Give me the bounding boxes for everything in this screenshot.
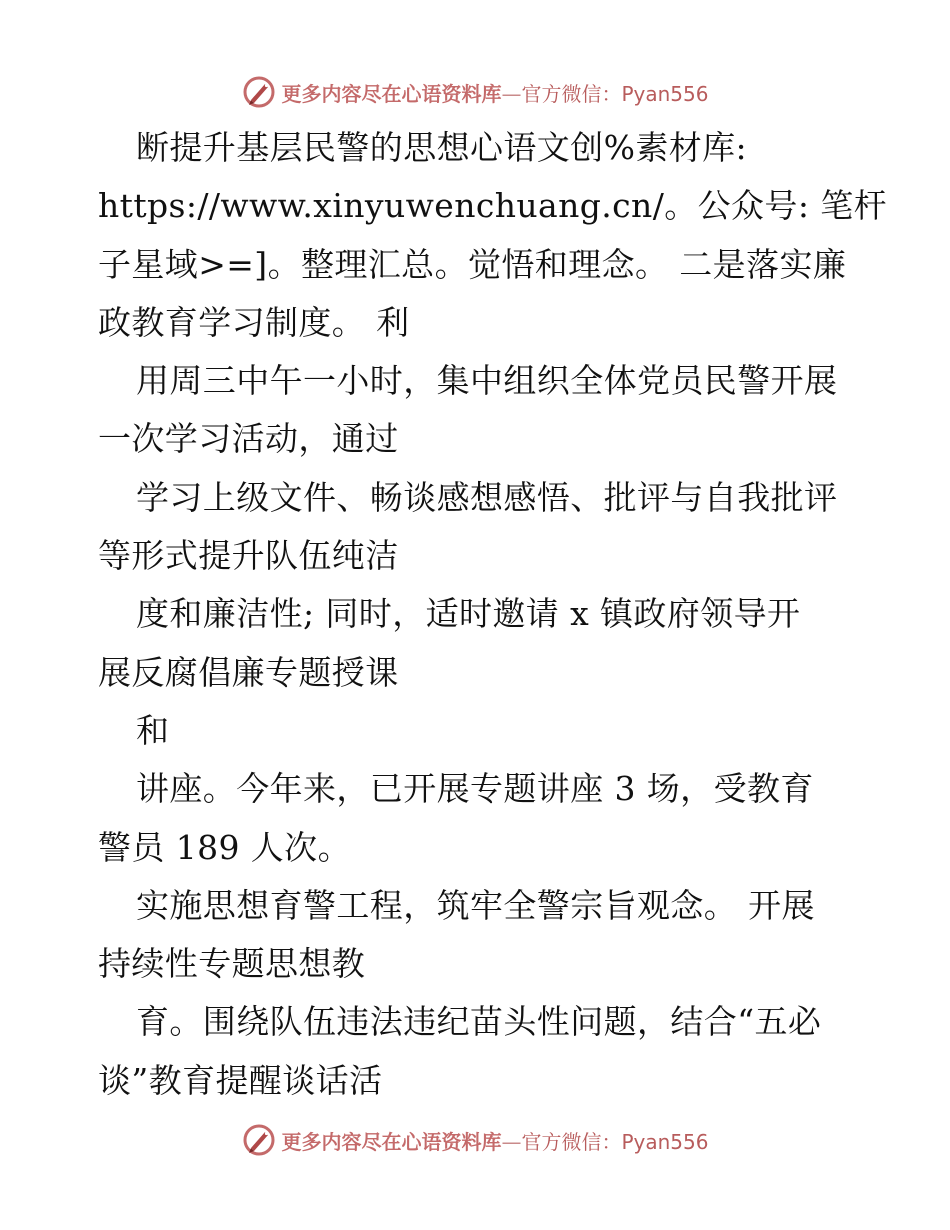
paragraph-line: 警员 189 人次。 xyxy=(98,827,351,867)
paragraph-line: 度和廉洁性; 同时，适时邀请 x 镇政府领导开 xyxy=(136,594,801,634)
footer-banner xyxy=(0,1120,950,1160)
paragraph-line: 子星域>=]。整理汇总。觉悟和理念。 二是落实廉 xyxy=(98,244,847,284)
footer-main-text: 更多内容尽在心语资料库 xyxy=(281,1129,502,1154)
paragraph-line: 实施思想育警工程，筑牢全警宗旨观念。 开展 xyxy=(136,885,815,925)
header-main-text: 更多内容尽在心语资料库 xyxy=(281,81,502,106)
paragraph-line: 一次学习活动，通过 xyxy=(98,419,399,459)
paragraph-line: 谈”教育提醒谈话活 xyxy=(98,1060,383,1100)
paragraph-line: 育。围绕队伍违法违纪苗头性问题，结合“五必 xyxy=(136,1002,822,1042)
paragraph-line: 展反腐倡廉专题授课 xyxy=(98,652,399,692)
paragraph-line: https://www.xinyuwenchuang.cn/。公众号: 笔杆 xyxy=(98,186,888,226)
pen-circle-logo-icon xyxy=(241,74,277,110)
footer-text xyxy=(281,1126,708,1155)
paragraph-line: 等形式提升队伍纯洁 xyxy=(98,536,399,576)
paragraph-line: 用周三中午一小时，集中组织全体党员民警开展 xyxy=(136,361,838,401)
paragraph-line: 学习上级文件、畅谈感想感悟、批评与自我批评 xyxy=(136,477,838,517)
paragraph-line: 政教育学习制度。 利 xyxy=(98,302,410,342)
paragraph-line: 讲座。今年来，已开展专题讲座 3 场，受教育 xyxy=(136,769,814,809)
header-banner xyxy=(0,72,950,112)
header-dash: — xyxy=(501,81,522,106)
paragraph-line: 和 xyxy=(136,710,170,750)
document-body xyxy=(98,119,888,1110)
paragraph-line: 断提升基层民警的思想心语文创%素材库: xyxy=(136,128,748,167)
header-text xyxy=(281,78,708,107)
footer-dash: — xyxy=(501,1129,522,1154)
footer-contact-text: 官方微信：Pyan556 xyxy=(521,1129,709,1154)
pen-circle-logo-icon xyxy=(241,1122,277,1158)
paragraph-line: 持续性专题思想教 xyxy=(98,944,366,984)
header-contact-text: 官方微信：Pyan556 xyxy=(521,81,709,106)
